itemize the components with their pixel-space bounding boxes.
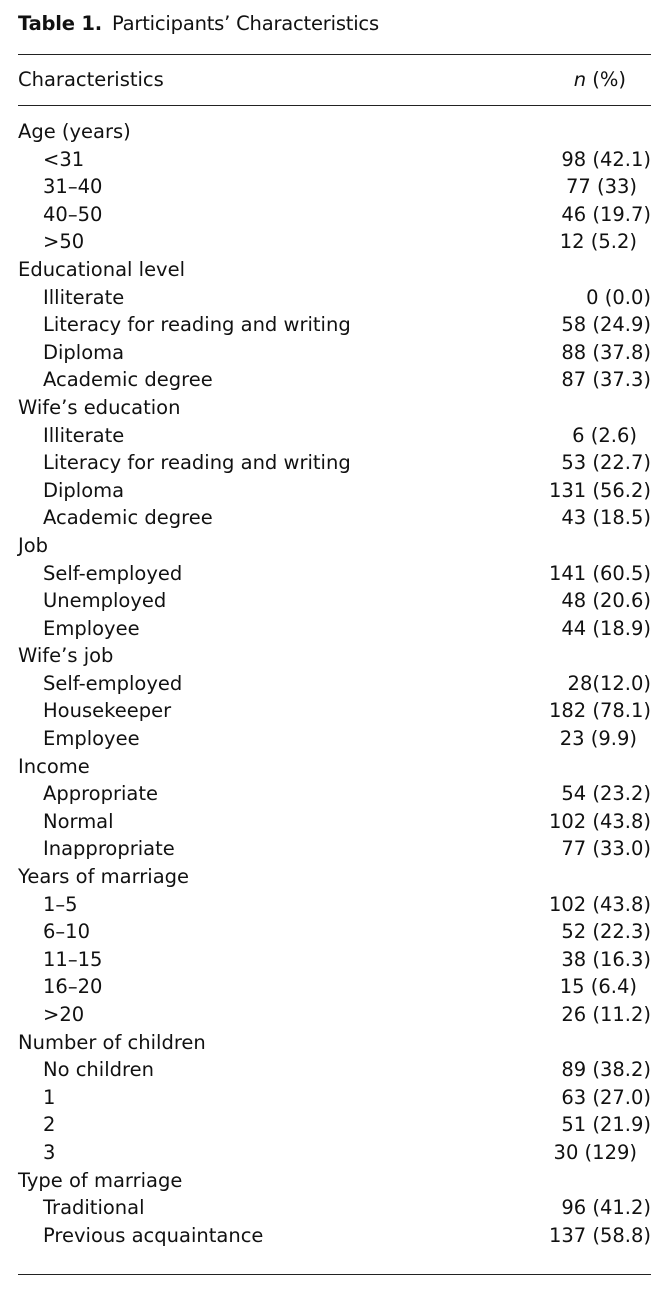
category-label: Income <box>18 754 90 778</box>
row-label: Self-employed <box>43 561 183 585</box>
bottom-rule <box>18 1274 651 1275</box>
header-percent: (%) <box>592 68 626 91</box>
table-row <box>18 311 651 339</box>
row-label: Illiterate <box>43 423 125 447</box>
row-label: Inappropriate <box>43 837 175 861</box>
row-value: 0 (0.0) <box>586 285 651 309</box>
row-value: 87 (37.3) <box>561 368 651 392</box>
row-label: Appropriate <box>43 782 159 806</box>
category-label: Age (years) <box>18 120 131 143</box>
table-row <box>18 560 651 588</box>
row-value: 137 (58.8) <box>548 1223 651 1247</box>
table-row <box>18 973 651 1001</box>
row-value: 52 (22.3) <box>561 920 651 944</box>
category-label: Wife’s job <box>18 644 114 668</box>
row-label: 1–5 <box>43 892 78 916</box>
table-row <box>18 1194 651 1222</box>
header-rule <box>18 105 651 106</box>
row-label: No children <box>43 1058 154 1082</box>
header-characteristics: Characteristics <box>18 68 164 91</box>
row-value: 6 (2.6) <box>572 423 637 447</box>
table-row <box>18 615 651 643</box>
table-row <box>18 891 651 919</box>
category-row <box>18 256 651 284</box>
table-row <box>18 1222 651 1250</box>
table-row <box>18 449 651 477</box>
row-label: Employee <box>43 616 140 640</box>
table-row <box>18 808 651 836</box>
table-row <box>18 946 651 974</box>
category-label: Job <box>18 533 49 557</box>
row-value: 89 (38.2) <box>561 1058 651 1082</box>
row-value: 63 (27.0) <box>561 1085 651 1109</box>
row-label: Unemployed <box>43 589 167 613</box>
row-label: 6–10 <box>43 920 90 944</box>
table-body <box>18 118 651 1249</box>
row-value: 141 (60.5) <box>548 561 651 585</box>
row-label: 3 <box>43 1140 56 1164</box>
table-row <box>18 918 651 946</box>
row-value: 15 (6.4) <box>559 975 637 999</box>
row-value: 51 (21.9) <box>561 1113 651 1137</box>
row-label: 40–50 <box>43 202 103 226</box>
table-row <box>18 146 651 174</box>
row-label: 1 <box>43 1085 56 1109</box>
table-row <box>18 587 651 615</box>
table-row <box>18 477 651 505</box>
table-row <box>18 284 651 312</box>
row-label: Normal <box>43 809 114 833</box>
table-row <box>18 201 651 229</box>
row-label: Diploma <box>43 340 125 364</box>
table-row <box>18 422 651 450</box>
table-row <box>18 1056 651 1084</box>
row-value: 58 (24.9) <box>561 313 651 337</box>
category-label: Type of marriage <box>18 1168 183 1192</box>
row-label: <31 <box>43 147 85 171</box>
row-value: 102 (43.8) <box>548 809 651 833</box>
row-value: 46 (19.7) <box>561 202 651 226</box>
row-label: Academic degree <box>43 506 213 530</box>
table-row <box>18 173 651 201</box>
row-value: 48 (20.6) <box>561 589 651 613</box>
row-label: 16–20 <box>43 975 103 999</box>
row-label: 31–40 <box>43 175 103 199</box>
row-value: 131 (56.2) <box>548 478 651 502</box>
row-label: Diploma <box>43 478 125 502</box>
category-row <box>18 1029 651 1057</box>
row-value: 38 (16.3) <box>561 947 651 971</box>
category-label: Number of children <box>18 1030 206 1054</box>
category-row <box>18 753 651 781</box>
table-header <box>18 68 651 96</box>
category-row <box>18 394 651 422</box>
table-row <box>18 780 651 808</box>
table-row <box>18 725 651 753</box>
row-value: 43 (18.5) <box>561 506 651 530</box>
row-label: Literacy for reading and writing <box>43 313 351 337</box>
category-label: Wife’s education <box>18 395 181 419</box>
category-row <box>18 532 651 560</box>
row-value: 88 (37.8) <box>561 340 651 364</box>
table-row <box>18 670 651 698</box>
table-row <box>18 1111 651 1139</box>
table-row <box>18 1139 651 1167</box>
table-row <box>18 835 651 863</box>
row-label: Illiterate <box>43 285 125 309</box>
category-label: Educational level <box>18 257 186 281</box>
row-label: Previous acquaintance <box>43 1223 264 1247</box>
row-value: 12 (5.2) <box>559 230 637 254</box>
row-value: 98 (42.1) <box>561 147 651 171</box>
category-row <box>18 1167 651 1195</box>
row-label: 11–15 <box>43 947 103 971</box>
row-label: Housekeeper <box>43 699 172 723</box>
row-value: 44 (18.9) <box>561 616 651 640</box>
header-n-percent <box>574 68 626 91</box>
category-label: Years of marriage <box>18 865 190 889</box>
table-title: Participants’ Characteristics <box>111 12 379 35</box>
row-label: Academic degree <box>43 368 213 392</box>
row-label: Self-employed <box>43 671 183 695</box>
table-row <box>18 339 651 367</box>
category-row <box>18 863 651 891</box>
row-value: 54 (23.2) <box>561 782 651 806</box>
row-label: Employee <box>43 727 140 751</box>
row-label: Traditional <box>43 1196 145 1220</box>
table-caption <box>18 12 379 35</box>
row-value: 182 (78.1) <box>548 699 651 723</box>
row-label: >50 <box>43 230 85 254</box>
table-number: Table 1. <box>18 12 102 35</box>
row-value: 53 (22.7) <box>561 451 651 475</box>
row-label: Literacy for reading and writing <box>43 451 351 475</box>
row-value: 23 (9.9) <box>559 727 637 751</box>
row-value: 28(12.0) <box>567 671 651 695</box>
table-row <box>18 697 651 725</box>
table-row <box>18 1084 651 1112</box>
row-value: 77 (33.0) <box>561 837 651 861</box>
row-value: 96 (41.2) <box>561 1196 651 1220</box>
row-value: 26 (11.2) <box>561 1003 651 1026</box>
row-value: 77 (33) <box>565 175 637 199</box>
row-label: 2 <box>43 1113 56 1137</box>
table-row <box>18 504 651 532</box>
top-rule <box>18 54 651 55</box>
table-row <box>18 1001 651 1029</box>
row-value: 102 (43.8) <box>548 892 651 916</box>
category-row <box>18 118 651 146</box>
category-row <box>18 642 651 670</box>
row-label: >20 <box>43 1003 85 1026</box>
header-n: n <box>573 68 587 91</box>
row-value: 30 (129) <box>553 1140 637 1164</box>
table-row <box>18 366 651 394</box>
table-row <box>18 228 651 256</box>
